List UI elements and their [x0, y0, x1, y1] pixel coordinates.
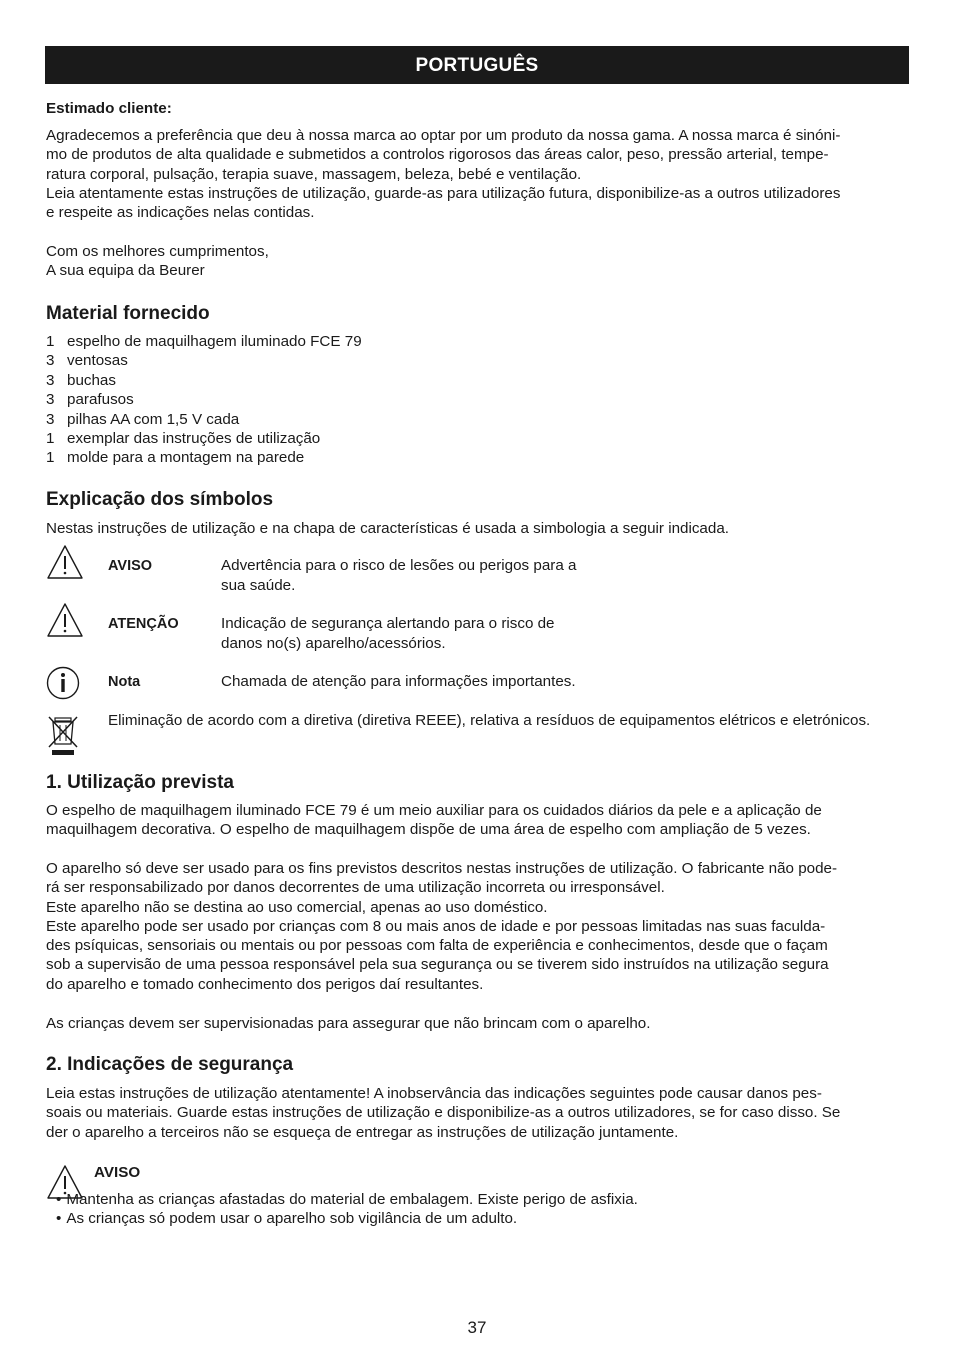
intro-line: mo de produtos de alta qualidade e submetidos a controlos rigorosos das áreas calor, peso, pressão arterial, tempe-: [46, 146, 829, 164]
list-item: [46, 332, 362, 351]
page-number: 37: [467, 1318, 487, 1337]
closing-line: A sua equipa da Beurer: [46, 262, 205, 280]
warning-label: AVISO: [94, 1164, 141, 1181]
section2-para: [46, 1084, 910, 1142]
item-qty: 3: [46, 410, 55, 428]
symbol-description: [221, 614, 641, 654]
intro-paragraph: [46, 126, 910, 222]
para-line: O espelho de maquilhagem iluminado FCE 79 é um meio auxiliar para os cuidados diários da pele e a aplicação de: [46, 802, 822, 819]
closing-line: Com os melhores cumprimentos,: [46, 243, 269, 260]
item-qty: 1: [46, 430, 55, 448]
section1-para2: [46, 859, 910, 994]
material-list: [46, 332, 362, 468]
language-header: PORTUGUÊS: [45, 46, 909, 84]
warning-triangle-icon: [46, 544, 84, 580]
symbol-label: ATENÇÃO: [108, 616, 179, 632]
crossed-bin-icon: [46, 713, 80, 757]
list-item: [46, 371, 362, 390]
item-text: pilhas AA com 1,5 V cada: [67, 410, 240, 428]
para-line: der o aparelho a terceiros não se esqueça de entregar as instruções de utilização juntamente.: [46, 1123, 679, 1141]
symbols-heading: Explicação dos símbolos: [46, 489, 274, 510]
symbol-description: [221, 556, 641, 596]
para-line: maquilhagem decorativa. O espelho de maquilhagem dispõe de uma área de espelho com ampliação de 5 vezes.: [46, 821, 811, 839]
para-line: do aparelho e tomado conhecimento dos perigos daí resultantes.: [46, 975, 484, 993]
item-text: exemplar das instruções de utilização: [67, 430, 321, 448]
para-line: soais ou materiais. Guarde estas instruções de utilização e disponibilize-as a outros utilizadores, se for caso disso. Se: [46, 1104, 841, 1122]
item-text: buchas: [67, 371, 116, 389]
list-item: [46, 351, 362, 370]
para-line: sob a supervisão de uma pessoa responsável pela sua segurança ou se tiverem sido instruídos na utilização segura: [46, 956, 829, 974]
section1-para3: As crianças devem ser supervisionadas para assegurar que não brincam com o aparelho.: [46, 1015, 651, 1032]
para-line: rá ser responsabilizado por danos decorrentes de uma utilização incorreta ou irresponsável.: [46, 879, 665, 897]
item-qty: 3: [46, 371, 55, 389]
intro-line: ratura corporal, pulsação, terapia suave, massagem, beleza, bebé e ventilação.: [46, 165, 582, 183]
desc-line: Chamada de atenção para informações importantes.: [221, 673, 576, 690]
list-item: [46, 410, 362, 429]
item-text: molde para a montagem na parede: [67, 449, 305, 467]
list-item: • Mantenha as crianças afastadas do material de embalagem. Existe perigo de asfixia.: [56, 1190, 638, 1209]
list-item: [46, 390, 362, 409]
closing: [46, 242, 910, 281]
intro-line: e respeite as indicações nelas contidas.: [46, 204, 315, 222]
section1-heading: 1. Utilização prevista: [46, 772, 234, 793]
desc-line: danos no(s) aparelho/acessórios.: [221, 635, 446, 652]
item-qty: 1: [46, 449, 55, 467]
warning-bullets: [56, 1190, 638, 1229]
list-item: [46, 429, 362, 448]
item-qty: 1: [46, 333, 55, 350]
symbols-intro: Nestas instruções de utilização e na chapa de características é usada a simbologia a seguir indicada.: [46, 520, 729, 537]
para-line: des psíquicas, sensoriais ou mentais ou por pessoas com falta de experiência e conhecimentos, desde que o façam: [46, 937, 828, 955]
list-item: • As crianças só podem usar o aparelho sob vigilância de um adulto.: [56, 1209, 638, 1228]
list-item: [46, 448, 362, 467]
desc-line: Advertência para o risco de lesões ou perigos para a: [221, 557, 577, 574]
item-text: espelho de maquilhagem iluminado FCE 79: [67, 333, 362, 350]
item-text: parafusos: [67, 391, 134, 409]
section1-para1: [46, 801, 910, 840]
intro-line: Leia atentamente estas instruções de utilização, guarde-as para utilização futura, disponibilize-as a outros utilizadores: [46, 184, 841, 202]
weee-text: Eliminação de acordo com a diretiva (diretiva REEE), relativa a resíduos de equipamentos elétricos e eletrónicos.: [108, 712, 871, 729]
para-line: Este aparelho pode ser usado por crianças com 8 ou mais anos de idade e por pessoas limitadas nas suas faculda-: [46, 917, 826, 935]
item-qty: 3: [46, 352, 55, 370]
item-text: ventosas: [67, 352, 128, 370]
material-heading: Material fornecido: [46, 303, 210, 324]
para-line: O aparelho só deve ser usado para os fins previstos descritos nestas instruções de utilização. O fabricante não pode-: [46, 860, 838, 877]
warning-triangle-icon: [46, 602, 84, 638]
symbol-label: AVISO: [108, 558, 153, 574]
para-line: Leia estas instruções de utilização atentamente! A inobservância das indicações seguintes pode causar danos pes-: [46, 1085, 822, 1102]
section2-heading: 2. Indicações de segurança: [46, 1054, 294, 1075]
item-qty: 3: [46, 391, 55, 409]
symbol-description: [221, 672, 641, 692]
desc-line: sua saúde.: [221, 577, 296, 594]
info-icon: [46, 666, 80, 700]
intro-line: Agradecemos a preferência que deu à nossa marca ao optar por um produto da nossa gama. A nossa marca é sinóni-: [46, 127, 841, 144]
para-line: Este aparelho não se destina ao uso comercial, apenas ao uso doméstico.: [46, 898, 548, 916]
symbol-label: Nota: [108, 674, 141, 690]
desc-line: Indicação de segurança alertando para o risco de: [221, 615, 555, 632]
salutation: Estimado cliente:: [46, 100, 172, 117]
